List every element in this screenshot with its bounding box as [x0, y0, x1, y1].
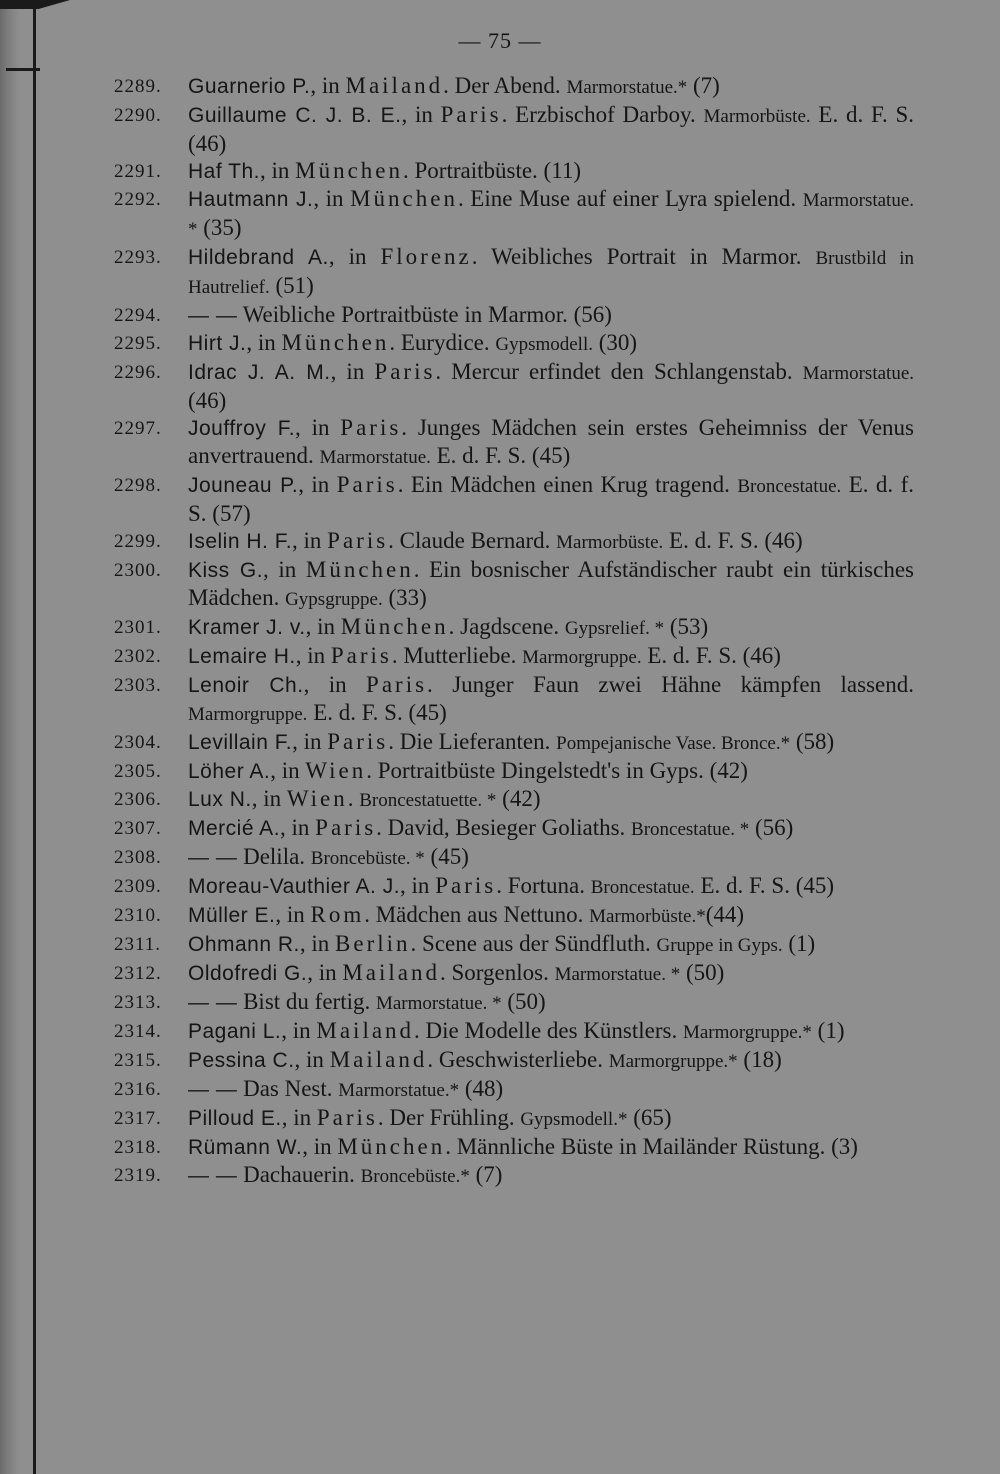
- entry-text: [188, 988, 914, 1017]
- entry-number: 2295.: [114, 333, 162, 354]
- material-note: Broncestatue.: [737, 476, 842, 497]
- entry-text: [188, 72, 914, 101]
- material-note: Broncestatuette. *: [359, 790, 497, 811]
- catalogue-entry: [114, 471, 914, 527]
- location-prefix: , in: [281, 1105, 317, 1130]
- catalogue-entry: [114, 930, 914, 959]
- location-prefix: , in: [270, 758, 306, 783]
- artist-name: Jouffroy F.: [188, 417, 296, 440]
- entry-number: 2317.: [114, 1108, 162, 1129]
- location-prefix: , in: [307, 960, 343, 985]
- material-note: Marmorbüste.*: [589, 906, 706, 927]
- artist-name: — —: [188, 846, 238, 869]
- artist-name: Pagani L.: [188, 1020, 282, 1043]
- catalogue-reference: E. d. F. S. (46): [663, 528, 803, 553]
- material-note: Marmorbüste.: [556, 532, 664, 553]
- catalogue-reference: (7): [469, 1162, 503, 1187]
- material-note: Marmorstatue. *: [554, 964, 681, 985]
- entry-text: [188, 814, 914, 843]
- city-name: München: [305, 557, 414, 582]
- artist-name: Pilloud E.: [188, 1107, 282, 1130]
- city-name: Berlin: [335, 931, 411, 956]
- location-prefix: , in: [330, 359, 375, 384]
- entry-number: 2308.: [114, 847, 162, 868]
- page-edge: [0, 0, 32, 1474]
- entry-text: [188, 843, 914, 872]
- entry-number: 2313.: [114, 992, 162, 1013]
- work-title: . Männliche Büste in Mailänder Rüstung. (3): [445, 1134, 858, 1159]
- catalogue-entry: [114, 728, 914, 757]
- artist-name: Idrac J. A. M.: [188, 361, 331, 384]
- catalogue-entry: [114, 785, 914, 814]
- catalogue-entry: [114, 157, 914, 185]
- entry-text: [188, 1046, 914, 1075]
- entry-number: 2300.: [114, 560, 162, 581]
- entry-number: 2310.: [114, 905, 162, 926]
- catalogue-entry: [114, 757, 914, 785]
- entry-text: [188, 757, 914, 785]
- work-title: . Claude Bernard.: [388, 528, 557, 553]
- material-note: Pompejanische Vase. Bronce.*: [556, 733, 791, 754]
- material-note: Marmorgruppe.: [188, 704, 308, 725]
- material-note: Gypsmodell.*: [520, 1109, 628, 1130]
- entry-number: 2305.: [114, 761, 162, 782]
- catalogue-reference: (56): [749, 815, 794, 840]
- artist-name: Löher A.: [188, 760, 271, 783]
- artist-name: Lux N.: [188, 788, 252, 811]
- catalogue-entry: [114, 613, 914, 642]
- material-note: Marmorgruppe.: [522, 647, 642, 668]
- work-title: . Weibliches Portrait in Marmor.: [471, 244, 816, 269]
- entry-number: 2294.: [114, 305, 162, 326]
- work-title: . Eine Muse auf einer Lyra spielend.: [457, 186, 803, 211]
- artist-name: Mercié A.: [188, 817, 281, 840]
- material-note: Marmorstatue. *: [188, 190, 915, 240]
- catalogue-reference: (50): [680, 960, 725, 985]
- work-title: . Die Modelle des Künstlers.: [414, 1018, 683, 1043]
- entry-text: [188, 1075, 914, 1104]
- catalogue-reference: E. d. F. S. (45): [307, 700, 447, 725]
- entry-text: [188, 1017, 914, 1046]
- catalogue-entry: [114, 72, 914, 101]
- catalogue-entry: [114, 329, 914, 358]
- artist-name: Guillaume C. J. B. E.: [188, 104, 402, 127]
- entry-number: 2302.: [114, 646, 162, 667]
- city-name: München: [337, 1134, 446, 1159]
- catalogue-reference: (42): [496, 786, 541, 811]
- entry-number: 2291.: [114, 161, 162, 182]
- catalogue-reference: (53): [664, 614, 709, 639]
- work-title: .: [347, 786, 360, 811]
- entry-text: [188, 527, 914, 556]
- catalogue-reference: E. d. F. S. (46): [641, 643, 781, 668]
- entry-text: [188, 471, 914, 527]
- city-name: Paris: [327, 729, 389, 754]
- location-prefix: , in: [310, 73, 346, 98]
- material-note: Gypsrelief. *: [564, 618, 665, 639]
- work-title: . Eurydice.: [389, 330, 496, 355]
- material-note: Marmorstatue. *: [375, 993, 502, 1014]
- catalogue-entry: [114, 358, 914, 414]
- city-name: Florenz: [380, 244, 472, 269]
- entry-text: [188, 329, 914, 358]
- catalogue-entry: [114, 671, 914, 728]
- entry-text: [188, 243, 914, 301]
- catalogue-reference: (1): [782, 931, 816, 956]
- catalogue-entry: [114, 1161, 914, 1190]
- artist-name: — —: [188, 1164, 238, 1187]
- entry-number: 2297.: [114, 418, 162, 439]
- entry-text: [188, 358, 914, 414]
- entry-text: [188, 613, 914, 642]
- catalogue-entry: [114, 814, 914, 843]
- artist-name: Moreau-Vauthier A. J.: [188, 875, 401, 898]
- location-prefix: , in: [292, 528, 328, 553]
- catalogue-reference: E. d. f. S. (57): [188, 472, 914, 526]
- material-note: Marmorgruppe.*: [608, 1051, 738, 1072]
- entry-text: [188, 556, 914, 613]
- work-title: . Die Lieferanten.: [388, 729, 557, 754]
- city-name: Paris: [340, 415, 402, 440]
- material-note: Brustbild in Hautrelief.: [188, 248, 914, 298]
- left-binding-line: [33, 0, 36, 1474]
- location-prefix: , in: [313, 186, 351, 211]
- work-title: . Ein bosnischer Aufständischer raubt ein türkisches Mädchen.: [188, 557, 914, 610]
- work-title: . Portraitbüste Dingelstedt's in Gyps. (42): [366, 758, 748, 783]
- catalogue-entry: [114, 556, 914, 613]
- catalogue-reference: (46): [188, 388, 227, 413]
- city-name: Wien: [286, 786, 348, 811]
- catalogue-entry: [114, 642, 914, 671]
- material-note: Marmorgruppe.*: [682, 1022, 812, 1043]
- location-prefix: , in: [292, 729, 328, 754]
- city-name: München: [350, 186, 458, 211]
- city-name: Mailand: [345, 73, 444, 98]
- entry-text: [188, 301, 914, 329]
- artist-name: — —: [188, 991, 238, 1014]
- entry-number: 2318.: [114, 1137, 162, 1158]
- city-name: Mailand: [342, 960, 441, 985]
- margin-tick-mark: [6, 68, 40, 71]
- city-name: Wien: [305, 758, 367, 783]
- city-name: Paris: [315, 815, 377, 840]
- catalogue-reference: (30): [593, 330, 638, 355]
- entry-text: [188, 642, 914, 671]
- location-prefix: , in: [275, 902, 311, 927]
- city-name: Paris: [366, 672, 428, 697]
- city-name: Paris: [316, 1105, 378, 1130]
- entry-number: 2289.: [114, 76, 162, 97]
- city-name: Paris: [435, 873, 497, 898]
- entry-text: [188, 185, 914, 243]
- work-title: . Jagdscene.: [448, 614, 565, 639]
- catalogue-entry: [114, 901, 914, 930]
- city-name: Mailand: [329, 1047, 428, 1072]
- catalogue-entry: [114, 959, 914, 988]
- work-title: Bist du fertig.: [243, 989, 376, 1014]
- work-title: . Portraitbüste. (11): [403, 158, 582, 183]
- entry-text: [188, 785, 914, 814]
- entry-number: 2306.: [114, 789, 162, 810]
- entry-number: 2311.: [114, 934, 162, 955]
- city-name: Mailand: [316, 1018, 415, 1043]
- catalogue-reference: (1): [811, 1018, 845, 1043]
- location-prefix: , in: [294, 1047, 330, 1072]
- entry-number: 2304.: [114, 732, 162, 753]
- artist-name: Oldofredi G.: [188, 962, 308, 985]
- catalogue-entry: [114, 243, 914, 301]
- work-title: . Sorgenlos.: [440, 960, 555, 985]
- artist-name: Ohmann R.: [188, 933, 300, 956]
- entry-text: [188, 414, 914, 471]
- material-note: Marmorstatue.*: [566, 77, 688, 98]
- artist-name: Levillain F.: [188, 731, 293, 754]
- artist-name: Hildebrand A.: [188, 246, 329, 269]
- entry-number: 2309.: [114, 876, 162, 897]
- catalogue-entry: [114, 1017, 914, 1046]
- entry-number: 2316.: [114, 1079, 162, 1100]
- artist-name: Jouneau P.: [188, 474, 299, 497]
- location-prefix: , in: [280, 815, 316, 840]
- catalogue-reference: (45): [424, 844, 469, 869]
- catalogue-reference: (7): [687, 73, 720, 98]
- entry-number: 2290.: [114, 105, 162, 126]
- material-note: Marmorbüste.: [703, 106, 811, 127]
- catalogue-reference: E. d. F. S. (45): [430, 443, 571, 468]
- artist-name: Rümann W.: [188, 1136, 303, 1159]
- entry-text: [188, 157, 914, 185]
- catalogue-entry: [114, 1133, 914, 1161]
- city-name: München: [295, 158, 403, 183]
- work-title: . Der Frühling.: [377, 1105, 521, 1130]
- entry-number: 2296.: [114, 362, 162, 383]
- catalogue-reference: (33): [382, 585, 427, 610]
- city-name: Paris: [374, 359, 436, 384]
- work-title: Weibliche Portraitbüste in Marmor. (56): [242, 302, 612, 327]
- work-title: . David, Besieger Goliaths.: [376, 815, 632, 840]
- catalogue-reference: (18): [737, 1047, 782, 1072]
- page-number: — 75 —: [458, 28, 542, 53]
- catalogue-reference: (58): [790, 729, 835, 754]
- artist-name: Hautmann J.: [188, 188, 314, 211]
- catalogue-entry: [114, 185, 914, 243]
- material-note: Gruppe in Gyps.: [656, 935, 783, 956]
- work-title: . Fortuna.: [496, 873, 591, 898]
- work-title: . Scene aus der Sündfluth.: [410, 931, 657, 956]
- entry-text: [188, 1104, 914, 1133]
- catalogue-entry: [114, 1104, 914, 1133]
- location-prefix: , in: [401, 102, 441, 127]
- material-note: Marmorstatue.: [319, 447, 431, 468]
- entry-number: 2319.: [114, 1165, 162, 1186]
- entry-text: [188, 671, 914, 728]
- work-title: . Mädchen aus Nettuno.: [364, 902, 590, 927]
- work-title: . Junges Mädchen sein erstes Geheimniss der Venus anvertrauend.: [188, 415, 915, 468]
- artist-name: Pessina C.: [188, 1049, 295, 1072]
- location-prefix: , in: [295, 643, 331, 668]
- catalogue-reference: (65): [627, 1105, 672, 1130]
- entry-number: 2307.: [114, 818, 162, 839]
- catalogue-entry: [114, 301, 914, 329]
- catalogue-entry: [114, 988, 914, 1017]
- catalogue-reference: (51): [269, 273, 314, 298]
- artist-name: Lemaire H.: [188, 645, 296, 668]
- artist-name: Müller E.: [188, 904, 276, 927]
- entry-number: 2301.: [114, 617, 162, 638]
- catalogue-entries: [114, 72, 914, 1190]
- entry-text: [188, 901, 914, 930]
- entry-text: [188, 930, 914, 959]
- work-title: Dachauerin.: [243, 1162, 361, 1187]
- entry-text: [188, 101, 914, 157]
- artist-name: Kiss G.: [188, 559, 264, 582]
- material-note: Broncebüste.*: [360, 1166, 470, 1187]
- entry-number: 2315.: [114, 1050, 162, 1071]
- catalogue-entry: [114, 843, 914, 872]
- entry-text: [188, 728, 914, 757]
- material-note: Marmorstatue.*: [338, 1080, 460, 1101]
- artist-name: Iselin H. F.: [188, 530, 293, 553]
- location-prefix: , in: [400, 873, 436, 898]
- catalogue-reference: (44): [705, 902, 745, 927]
- material-note: Gypsmodell.: [495, 334, 593, 355]
- artist-name: Hirt J.: [188, 332, 247, 355]
- catalogue-reference: (50): [501, 989, 546, 1014]
- catalogue-reference: (35): [197, 215, 242, 240]
- location-prefix: , in: [299, 931, 336, 956]
- artist-name: Lenoir Ch.: [188, 674, 304, 697]
- work-title: Delila.: [243, 844, 311, 869]
- city-name: Paris: [336, 472, 398, 497]
- material-note: Marmorstatue.: [802, 363, 914, 384]
- catalogue-entry: [114, 1046, 914, 1075]
- entry-number: 2293.: [114, 247, 162, 268]
- work-title: . Mercur erfindet den Schlangenstab.: [435, 359, 803, 384]
- catalogue-entry: [114, 1075, 914, 1104]
- artist-name: Guarnerio P.: [188, 75, 311, 98]
- location-prefix: , in: [302, 1134, 338, 1159]
- catalogue-entry: [114, 101, 914, 157]
- entry-number: 2298.: [114, 475, 162, 496]
- artist-name: — —: [188, 304, 238, 327]
- entry-number: 2303.: [114, 675, 162, 696]
- location-prefix: , in: [305, 614, 341, 639]
- work-title: . Mutterliebe.: [391, 643, 523, 668]
- catalogue-reference: (48): [459, 1076, 504, 1101]
- work-title: Das Nest.: [243, 1076, 339, 1101]
- entry-text: [188, 872, 914, 901]
- material-note: Broncestatue. *: [631, 819, 750, 840]
- entry-number: 2299.: [114, 531, 162, 552]
- entry-text: [188, 1161, 914, 1190]
- city-name: Rom: [310, 902, 365, 927]
- location-prefix: , in: [263, 557, 306, 582]
- artist-name: — —: [188, 1078, 238, 1101]
- material-note: Broncestatue.: [590, 877, 695, 898]
- work-title: . Ein Mädchen einen Krug tragend.: [397, 472, 738, 497]
- artist-name: Kramer J. v.: [188, 616, 306, 639]
- entry-number: 2314.: [114, 1021, 162, 1042]
- location-prefix: , in: [251, 786, 287, 811]
- city-name: Paris: [327, 528, 389, 553]
- location-prefix: , in: [328, 244, 381, 269]
- artist-name: Haf Th.: [188, 160, 260, 183]
- location-prefix: , in: [259, 158, 296, 183]
- material-note: Broncebüste. *: [310, 848, 425, 869]
- work-title: . Junger Faun zwei Hähne kämpfen lassend.: [427, 672, 915, 697]
- city-name: München: [281, 330, 390, 355]
- location-prefix: , in: [298, 472, 337, 497]
- catalogue-entry: [114, 414, 914, 471]
- location-prefix: , in: [303, 672, 367, 697]
- catalogue-entry: [114, 872, 914, 901]
- city-name: Paris: [440, 102, 502, 127]
- location-prefix: , in: [246, 330, 282, 355]
- top-corner-mark: [0, 0, 70, 9]
- work-title: . Geschwisterliebe.: [427, 1047, 609, 1072]
- entry-text: [188, 1133, 914, 1161]
- entry-number: 2312.: [114, 963, 162, 984]
- work-title: . Der Abend.: [443, 73, 567, 98]
- material-note: Gypsgruppe.: [285, 589, 383, 610]
- entry-text: [188, 959, 914, 988]
- catalogue-entry: [114, 527, 914, 556]
- entry-number: 2292.: [114, 189, 162, 210]
- city-name: München: [340, 614, 449, 639]
- location-prefix: , in: [281, 1018, 317, 1043]
- city-name: Paris: [330, 643, 392, 668]
- work-title: . Erzbischof Darboy.: [501, 102, 704, 127]
- catalogue-reference: E. d. F. S. (46): [188, 102, 914, 156]
- catalogue-reference: E. d. F. S. (45): [694, 873, 835, 898]
- location-prefix: , in: [295, 415, 341, 440]
